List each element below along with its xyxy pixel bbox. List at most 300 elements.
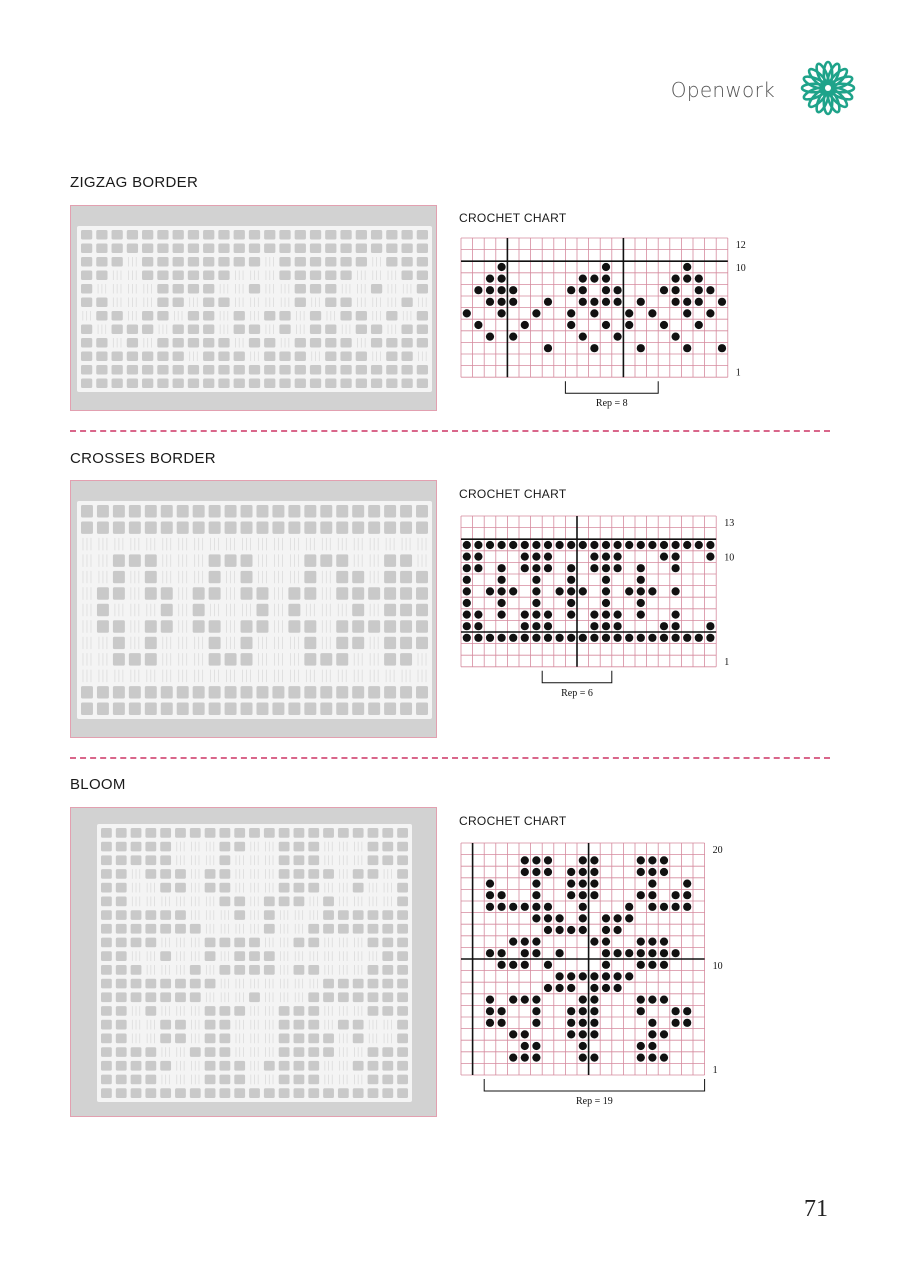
filled-block [567,972,575,980]
filled-block [625,309,633,317]
filled-block [625,903,633,911]
filled-block [590,1030,598,1038]
filled-block [672,1019,680,1027]
row-label: 1 [735,367,741,379]
filled-block [509,1054,517,1062]
filled-block [695,286,703,294]
filled-block [532,1042,540,1050]
filled-block [590,1054,598,1062]
crosses-border-photo [70,480,437,738]
filled-block [498,949,506,957]
filled-block [648,541,656,549]
filled-block [509,286,517,294]
filled-block [590,298,598,306]
filled-block [544,926,552,934]
filled-block [614,564,622,572]
filled-block [637,564,645,572]
filled-block [695,298,703,306]
filled-block [532,1054,540,1062]
section-title-bloom: BLOOM [70,776,126,793]
filled-block [579,856,587,864]
filled-block [509,903,517,911]
filled-block [590,309,598,317]
filled-block [521,564,529,572]
chart-grid [461,238,728,377]
filled-block [532,914,540,922]
filled-block [544,634,552,642]
filled-block [660,553,668,561]
filled-block [637,634,645,642]
filled-block [614,622,622,630]
filled-block [532,868,540,876]
filled-block [544,868,552,876]
filled-block [706,553,714,561]
filled-block [498,275,506,283]
row-label: 12 [735,239,746,251]
filled-block [532,576,540,584]
filled-block [498,634,506,642]
filled-block [521,553,529,561]
filled-block [614,972,622,980]
filled-block [532,309,540,317]
filled-block [463,309,471,317]
filled-block [602,611,610,619]
filled-block [521,321,529,329]
row-label: 10 [735,263,746,274]
filled-block [672,622,680,630]
filled-block [509,541,517,549]
filled-block [602,914,610,922]
filled-block [648,634,656,642]
filled-block [486,996,494,1004]
filled-block [463,564,471,572]
filled-block [474,321,482,329]
section-title-zigzag: ZIGZAG BORDER [70,174,199,191]
filled-block [556,949,564,957]
filled-block [498,1019,506,1027]
filled-block [463,541,471,549]
filled-block [532,996,540,1004]
filled-block [579,903,587,911]
filled-block [498,576,506,584]
filled-block [637,576,645,584]
filled-block [625,914,633,922]
filled-block [579,275,587,283]
filled-block [602,587,610,595]
filled-block [602,286,610,294]
repeat-label: Rep = 6 [561,687,593,699]
filled-block [660,1054,668,1062]
filled-block [614,286,622,294]
filled-block [486,587,494,595]
filled-block [590,880,598,888]
filled-block [486,634,494,642]
filled-block [590,868,598,876]
row-label: 10 [724,552,735,564]
filled-block [625,587,633,595]
filled-block [683,903,691,911]
filled-block [718,298,726,306]
filled-block [683,541,691,549]
filled-block [532,634,540,642]
bloom-chart [459,841,759,1121]
filled-block [509,1030,517,1038]
filled-block [614,984,622,992]
filled-block [544,622,552,630]
filled-block [718,344,726,352]
filled-block [556,914,564,922]
filled-block [637,949,645,957]
filled-block [660,949,668,957]
filled-block [544,856,552,864]
filled-block [532,1019,540,1027]
filled-block [556,634,564,642]
filled-block [648,880,656,888]
filled-block [486,275,494,283]
filled-block [695,275,703,283]
section-divider [70,430,830,432]
filled-block [648,856,656,864]
zigzag-border-photo [70,205,437,411]
section-divider [70,757,830,759]
filled-block [672,949,680,957]
filled-block [532,1007,540,1015]
filled-block [590,996,598,1004]
filled-block [590,1019,598,1027]
filled-block [637,961,645,969]
crochet-flower-icon [800,60,856,116]
filled-block [521,541,529,549]
filled-block [637,1042,645,1050]
filled-block [521,634,529,642]
filled-block [590,344,598,352]
filled-block [509,961,517,969]
filled-block [648,961,656,969]
filled-block [648,1054,656,1062]
filled-block [509,298,517,306]
filled-block [706,634,714,642]
filled-block [660,961,668,969]
filled-block [648,1030,656,1038]
filled-block [683,298,691,306]
filled-block [498,309,506,317]
filled-block [672,298,680,306]
filled-block [683,1007,691,1015]
filled-block [474,622,482,630]
filled-block [556,984,564,992]
filled-block [579,587,587,595]
repeat-bracket [542,671,612,683]
filled-block [590,275,598,283]
filled-block [625,972,633,980]
filled-block [567,1019,575,1027]
filled-block [637,1007,645,1015]
filled-block [567,286,575,294]
filled-block [602,622,610,630]
filled-block [672,286,680,294]
filled-block [498,961,506,969]
filled-block [637,587,645,595]
filled-block [614,298,622,306]
filled-block [637,891,645,899]
filled-block [672,275,680,283]
filled-block [660,321,668,329]
filled-block [556,972,564,980]
filled-block [567,1030,575,1038]
chapter-title: Openwork [670,78,775,102]
filled-block [498,903,506,911]
filled-block [637,996,645,1004]
filled-block [590,634,598,642]
filled-block [521,856,529,864]
filled-block [544,553,552,561]
filled-block [579,996,587,1004]
repeat-bracket [565,381,658,393]
filled-block [463,611,471,619]
filled-block [672,891,680,899]
filled-block [498,541,506,549]
filled-block [602,961,610,969]
filled-block [544,961,552,969]
filled-block [672,634,680,642]
chart-label-bloom: CROCHET CHART [459,814,567,828]
filled-block [648,949,656,957]
filled-block [463,553,471,561]
filled-block [521,868,529,876]
filled-block [532,856,540,864]
filled-block [509,634,517,642]
filled-block [567,868,575,876]
filled-block [579,891,587,899]
filled-block [590,611,598,619]
filled-block [486,298,494,306]
filled-block [567,576,575,584]
filled-block [521,1042,529,1050]
filled-block [625,321,633,329]
filled-block [567,926,575,934]
filled-block [509,333,517,341]
filled-block [567,321,575,329]
filled-block [556,587,564,595]
filled-block [672,587,680,595]
filled-block [660,1030,668,1038]
filled-block [614,926,622,934]
chart-label-zigzag: CROCHET CHART [459,211,567,225]
filled-block [683,309,691,317]
filled-block [498,587,506,595]
filled-block [590,1007,598,1015]
filled-block [579,1042,587,1050]
chart-label-crosses: CROCHET CHART [459,487,567,501]
filled-block [637,868,645,876]
row-label: 1 [724,657,730,668]
filled-block [590,938,598,946]
filled-block [648,938,656,946]
filled-block [602,263,610,271]
filled-block [532,541,540,549]
filled-block [544,344,552,352]
filled-block [579,298,587,306]
filled-block [521,938,529,946]
filled-block [498,599,506,607]
filled-block [590,984,598,992]
filled-block [579,880,587,888]
filled-block [660,903,668,911]
filled-block [544,611,552,619]
repeat-label: Rep = 8 [595,398,628,410]
filled-block [660,856,668,864]
filled-block [579,868,587,876]
filled-block [637,611,645,619]
filled-block [567,599,575,607]
filled-block [660,868,668,876]
filled-block [602,949,610,957]
filled-block [567,564,575,572]
filled-block [474,564,482,572]
filled-block [521,622,529,630]
filled-block [648,903,656,911]
filled-block [579,286,587,294]
filled-block [521,961,529,969]
filled-block [486,949,494,957]
filled-block [498,263,506,271]
filled-block [474,611,482,619]
filled-block [544,298,552,306]
bloom-photo [70,807,437,1117]
filled-block [521,611,529,619]
filled-block [660,541,668,549]
filled-block [521,1054,529,1062]
filled-block [614,553,622,561]
filled-block [683,275,691,283]
filled-block [579,541,587,549]
filled-block [637,1054,645,1062]
filled-block [637,541,645,549]
filled-block [625,541,633,549]
filled-block [509,938,517,946]
filled-block [532,564,540,572]
filled-block [683,1019,691,1027]
filled-block [602,321,610,329]
filled-block [672,541,680,549]
filled-block [602,576,610,584]
filled-block [590,564,598,572]
filled-block [706,622,714,630]
filled-block [463,634,471,642]
filled-block [544,984,552,992]
filled-block [660,622,668,630]
filled-block [567,541,575,549]
filled-block [637,298,645,306]
filled-block [579,1054,587,1062]
filled-block [521,1030,529,1038]
filled-block [486,1019,494,1027]
filled-block [486,286,494,294]
filled-block [532,611,540,619]
filled-block [486,333,494,341]
filled-block [544,541,552,549]
filled-block [486,891,494,899]
zigzag-chart [459,236,759,416]
filled-block [474,541,482,549]
filled-block [706,309,714,317]
filled-block [567,309,575,317]
filled-block [683,891,691,899]
filled-block [532,553,540,561]
filled-block [590,891,598,899]
filled-block [637,599,645,607]
filled-block [602,553,610,561]
filled-block [532,891,540,899]
filled-block [683,880,691,888]
filled-block [602,938,610,946]
filled-block [672,553,680,561]
filled-block [602,275,610,283]
filled-block [602,634,610,642]
filled-block [660,286,668,294]
filled-block [637,938,645,946]
filled-block [532,903,540,911]
filled-block [648,1042,656,1050]
filled-block [556,541,564,549]
filled-block [660,938,668,946]
filled-block [602,972,610,980]
row-label: 20 [712,844,723,856]
filled-block [567,1007,575,1015]
filled-block [567,587,575,595]
filled-block [486,541,494,549]
filled-block [463,622,471,630]
filled-block [590,541,598,549]
filled-block [521,949,529,957]
filled-block [706,286,714,294]
filled-block [695,634,703,642]
filled-block [590,553,598,561]
filled-block [614,541,622,549]
row-label: 1 [712,1065,718,1077]
filled-block [683,263,691,271]
filled-block [672,564,680,572]
filled-block [648,309,656,317]
filled-block [463,576,471,584]
filled-block [683,634,691,642]
filled-block [590,972,598,980]
filled-block [579,333,587,341]
filled-block [614,949,622,957]
filled-block [614,914,622,922]
filled-block [602,926,610,934]
page-number: 71 [804,1196,828,1222]
filled-block [567,634,575,642]
row-label: 13 [724,517,735,529]
filled-block [579,1030,587,1038]
filled-block [532,938,540,946]
filled-block [637,344,645,352]
filled-block [579,1019,587,1027]
filled-block [614,634,622,642]
filled-block [590,856,598,864]
section-title-crosses: CROSSES BORDER [70,450,216,467]
filled-block [498,298,506,306]
filled-block [544,903,552,911]
filled-block [614,333,622,341]
filled-block [660,634,668,642]
filled-block [648,868,656,876]
filled-block [556,926,564,934]
crosses-chart [459,514,759,744]
filled-block [648,1019,656,1027]
filled-block [486,1007,494,1015]
